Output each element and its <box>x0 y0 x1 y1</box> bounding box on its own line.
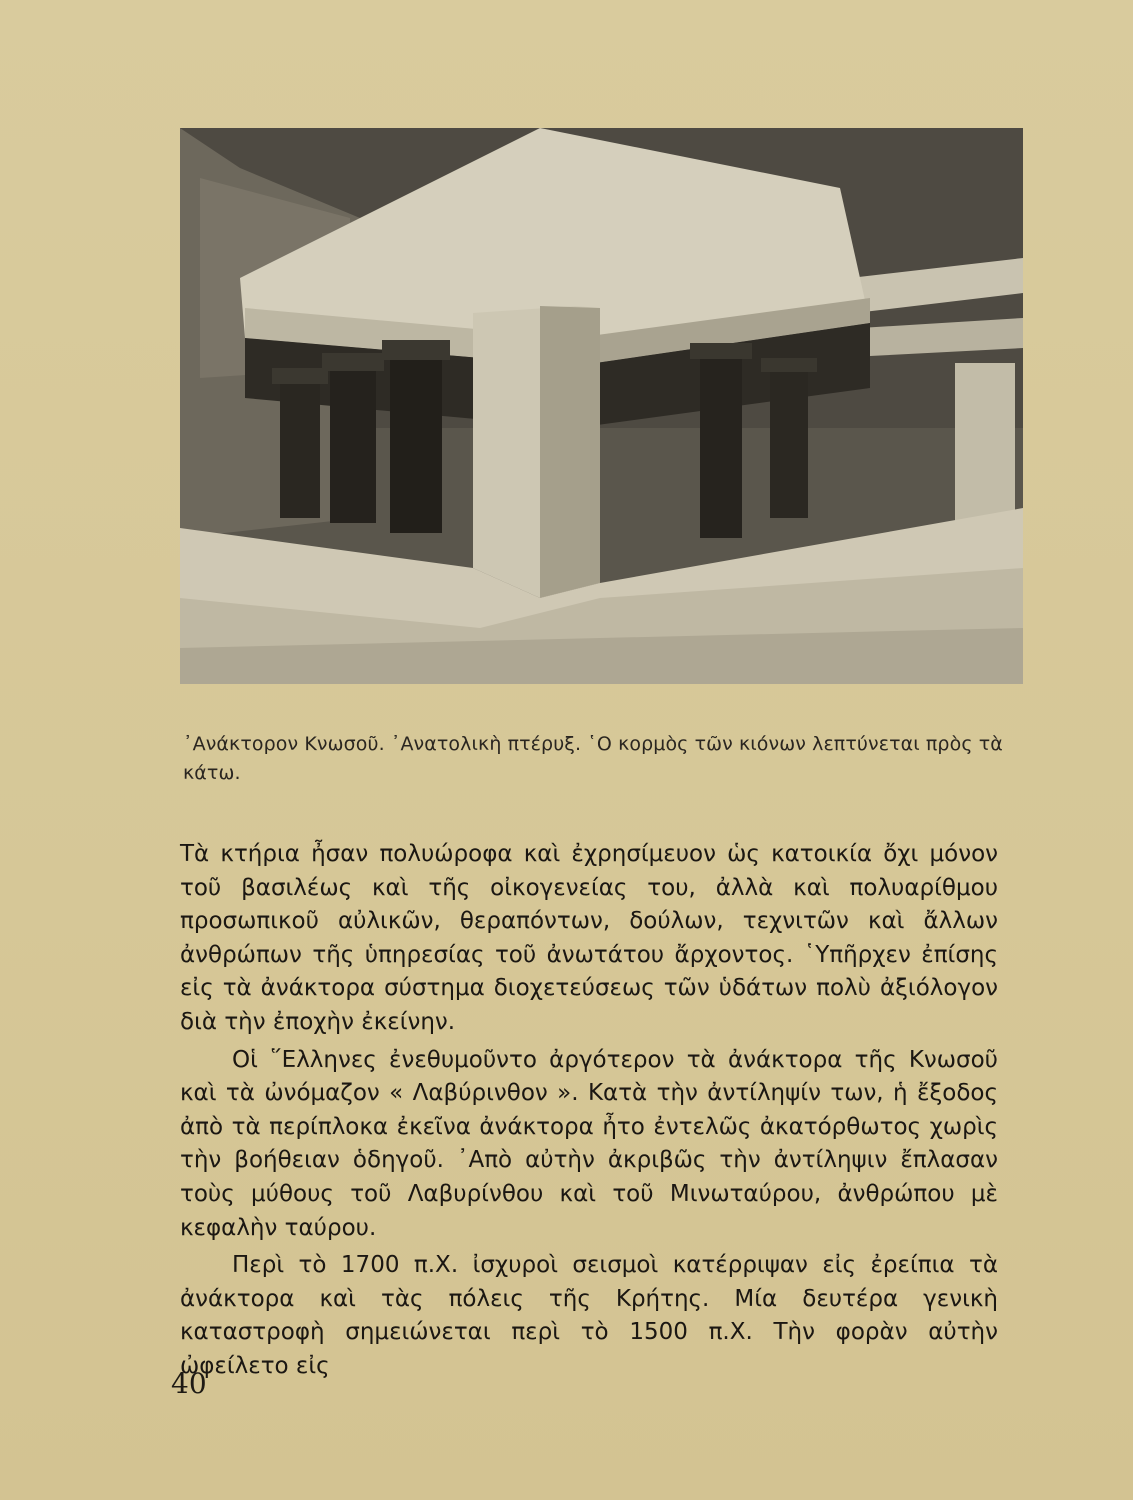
page-number: 40 <box>171 1367 207 1400</box>
paragraph-3: Περὶ τὸ 1700 π.Χ. ἰσχυροὶ σεισμοὶ κατέρριψαν εἰς ἐρείπια τὰ ἀνάκτορα καὶ τὰς πόλεις τῆς Κρήτης. Μία δευτέρα γενικὴ καταστροφὴ σημειώνεται περὶ τὸ 1500 π.Χ. Τὴν φορὰν αὐτὴν ὠφείλετο εἰς <box>180 1252 998 1379</box>
photo-caption: ᾿Ανάκτορον Κνωσοῦ. ᾿Ανατολικὴ πτέρυξ. ῾Ο κορμὸς τῶν κιόνων λεπτύνεται πρὸς τὰ κάτω. <box>183 733 1003 784</box>
palace-photo-image <box>180 128 1023 684</box>
main-text <box>180 838 998 1384</box>
paragraph-1: Τὰ κτήρια ἦσαν πολυώροφα καὶ ἐχρησίμευον ὡς κατοικία ὄχι μόνον τοῦ βασιλέως καὶ τῆς οἰκογενείας του, ἀλλὰ καὶ πολυαρίθμου προσωπικοῦ αὐλικῶν, θεραπόντων, δούλων, τεχνιτῶν καὶ ἄλλων ἀνθρώπων τῆς ὑπηρεσίας τοῦ ἀνωτάτου ἄρχοντος. ῾Υπῆρχεν ἐπίσης εἰς τὰ ἀνάκτορα σύστημα διοχετεύσεως τῶν ὑδάτων πολὺ ἀξιόλογον διὰ τὴν ἐποχὴν ἐκείνην. <box>180 841 998 1035</box>
palace-photograph <box>180 128 1023 684</box>
paragraph-2: Οἱ ῞Ελληνες ἐνεθυμοῦντο ἀργότερον τὰ ἀνάκτορα τῆς Κνωσοῦ καὶ τὰ ὠνόμαζον « Λαβύρινθον ». Κατὰ τὴν ἀντίληψίν των, ἡ ἔξοδος ἀπὸ τὰ περίπλοκα ἐκεῖνα ἀνάκτορα ἦτο ἐντελῶς ἀκατόρθωτος χωρὶς τὴν βοήθειαν ὁδηγοῦ. ᾿Απὸ αὐτὴν ἀκριβῶς τὴν ἀντίληψιν ἔπλασαν τοὺς μύθους τοῦ Λαβυρίνθου καὶ τοῦ Μινωταύρου, ἀνθρώπου μὲ κεφαλὴν ταύρου. <box>180 1046 998 1241</box>
